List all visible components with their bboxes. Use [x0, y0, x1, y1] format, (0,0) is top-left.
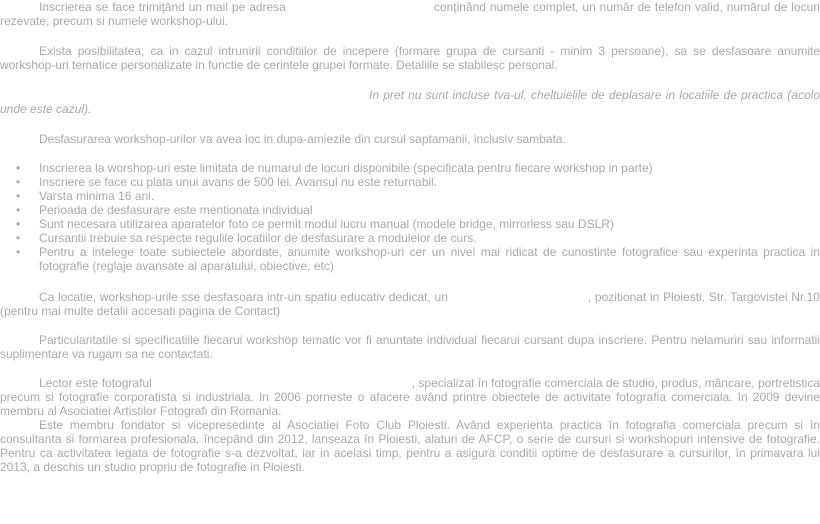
rules-list — [0, 161, 820, 273]
rules-list-block — [0, 161, 820, 273]
schedule-text: Desfasurarea workshop-urilor va avea loc in dupa-amiezile din cursul saptamanii, inclusiv sambata. — [39, 132, 566, 146]
lecturer-bio-text: Este membru fondator si vicepresedinte al Asociatiei Foto Club Ploiesti. Având experienta practica în fotografia comerciala precum si în consultanta si formarea profesionala, începând din 2012, lanseaza în Ploiesti, alaturi de AFCP, o serie de cursuri si workshopuri intensive de fotografie. Pentru ca activitatea legata de fotografie s-a dezvoltat, iar in acelasi timp, pentru a asigura conditii optime de desfasurare a cursurilor, în primavara lui 2013, a deschis un studio propriu de fotografie in Ploiesti. — [0, 418, 820, 474]
lecturer-text-end: , specializat în fotografie comerciala de studio, produs, mâncare, portretistica precum si fotografie corporatista si industriala. In 2006 porneste o afacere având printre obiectele de activitate fotografia comerciala. In 2009 devine membru al Asociatiei Artistilor Fotografi din Romania. — [0, 376, 820, 418]
enrollment-paragraph — [0, 0, 820, 28]
list-item: • Varsta minima 16 ani. — [0, 189, 820, 203]
location-text-end: , pozitionat in Ploiesti, Str. Targovistei Nr.10 (pentru mai multe detalii accesati pagina de Contact) — [0, 290, 820, 318]
details-text: Particularitatile si specificatiile fiecarui workshop tematic vor fi anuntate individual fiecarui cursant dupa inscriere. Pentru nelamuriri sau informatii suplimentare va rugam sa ne contactati. — [0, 333, 820, 361]
lecturer-paragraph — [0, 376, 820, 474]
lecturer-text-start: Lector este fotograful — [39, 376, 152, 390]
enrollment-text-end: conţinând numele complet, un număr de telefon valid, numărul de locuri rezevate, precum si numele workshop-ului. — [0, 0, 820, 28]
location-paragraph — [0, 290, 820, 318]
schedule-paragraph — [0, 132, 820, 146]
location-text-start: Ca locatie, workshop-urile sse desfasoara intr-un spatiu educativ dedicat, un — [39, 290, 448, 304]
list-item: • Inscriere se face cu plata unui avans de 500 lei. Avansul nu este returnabil. — [0, 175, 820, 189]
list-item: • Inscrierea la worshop-uri este limitata de numarul de locuri disponibile (specificata pentru fiecare workshop in parte) — [0, 161, 820, 175]
details-paragraph — [0, 333, 820, 361]
price-note-paragraph — [0, 88, 820, 116]
list-item: • Sunt necesara utilizarea aparatelor foto ce permit modul lucru manual (modele bridge, mirrorless sau DSLR) — [0, 217, 820, 231]
custom-workshops-text: Exista posibilitatea, ca in cazul intrunirii conditiilor de incepere (formare grupa de cursanti - minim 3 persoane), sa se desfasoare anumite workshop-uri tematice personalizate in functie de cerintele grupei formate. Detaliile se stabilesc personal. — [0, 44, 820, 72]
list-item: • Pentru a intelege toate subiectele abordate, anumite workshop-uri cer un nivel mai ridicat de cunostinte fotografice sau experinta practica in fotografie (reglaje avansate al aparatului, obiective, etc) — [0, 245, 820, 273]
price-note-text: In pret nu sunt incluse tva-ul, cheltuielile de deplasare in locatiile de practica (acolo unde este cazul). — [0, 88, 820, 116]
list-item: • Cursantii trebuie sa respecte regulile locatiilor de desfasurare a modulelor de curs. — [0, 231, 820, 245]
custom-workshops-paragraph — [0, 44, 820, 72]
enrollment-text-start: Inscrierea se face trimiţând un mail pe adresa — [39, 0, 286, 14]
list-item: • Perioada de desfasurare este mentionata individual — [0, 203, 820, 217]
